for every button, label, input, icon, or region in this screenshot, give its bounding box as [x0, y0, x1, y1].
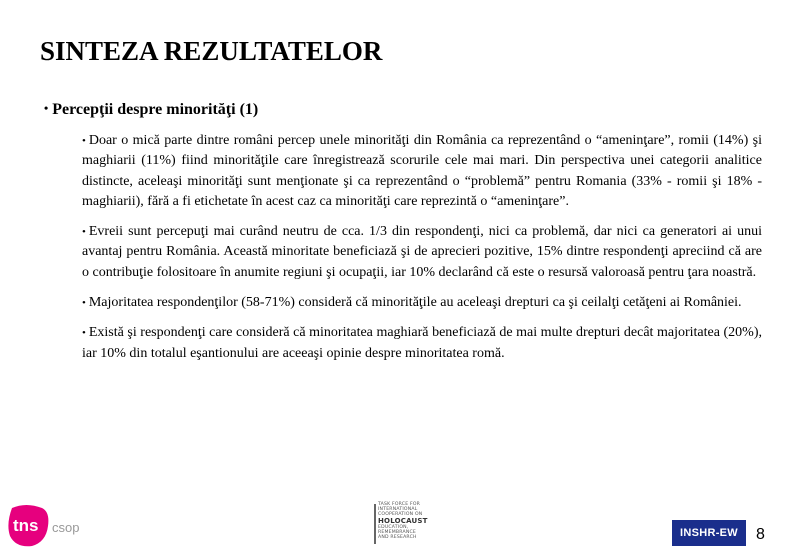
bullet: •: [44, 101, 49, 115]
bullet: •: [82, 226, 86, 239]
bullet-paragraph: [82, 293, 762, 313]
tns-logo-text: tns: [13, 516, 39, 535]
csop-logo-text: csop: [52, 520, 80, 535]
logo-bar: [374, 504, 376, 544]
bullet: •: [82, 327, 86, 340]
paragraph-text: Există şi respondenţi care consideră că minoritatea maghiară beneficiază de mai multe drepturi decât majoritatea (20%), iar 10% din totalul eşantionului are aceeaşi opinie despre minoritatea romă.: [82, 325, 762, 361]
section-heading-text: Percepţii despre minorităţi (1): [52, 101, 259, 118]
bullet-paragraph: [82, 222, 762, 283]
tns-csop-logo: [6, 502, 86, 548]
section-heading: [44, 101, 258, 119]
paragraph-text: Evreii sunt percepuţi mai curând neutru de cca. 1/3 din respondenţi, nici ca problemă, dar nici ca generatori ai unui avantaj pentru România. Această minoritate beneficiază şi de aprecieri pozitive, 15% dintre respondenţi apreciind că are o contribuţie folositoare în anumite regiuni şi ocupaţii, iar 10% declarând că este o resursă valoroasă pentru ţara noastră.: [82, 224, 762, 280]
bullet-paragraph: [82, 323, 762, 364]
inshr-badge: INSHR-EW: [672, 520, 746, 546]
paragraph-text: Doar o mică parte dintre români percep unele minorităţi din România ca reprezentând o “ameninţare”, romii (14%) şi maghiarii (11%) fiind minorităţile care înregistrează scorurile cele mai mari. Din perspectiva unei categorii analitice distincte, aceleaşi minorităţi sunt menţionate şi ca reprezentând o “problemă” pentru Romania (33% - romii şi 18% - maghiarii), fără a fi etichetate în acest caz ca minorităţi care reprezintă o “ameninţare”.: [82, 133, 762, 209]
page-number: 8: [756, 526, 765, 543]
task-force-logo: [374, 502, 430, 546]
bullet: •: [82, 297, 86, 310]
paragraph-text: Majoritatea respondenţilor (58-71%) consideră că minorităţile au aceleaşi drepturi ca şi ceilalţi cetăţeni ai României.: [88, 295, 742, 311]
slide-title: SINTEZA REZULTATELOR: [40, 36, 383, 66]
bullet-list: [82, 131, 762, 374]
bullet: •: [82, 135, 86, 147]
bullet-paragraph: [82, 131, 762, 212]
task-force-logo-text: TASK FORCE FOR INTERNATIONAL COOPERATION ON HOLOCAUST EDUCATION, REMEMBRANCE AND RESEARCH: [378, 502, 428, 541]
